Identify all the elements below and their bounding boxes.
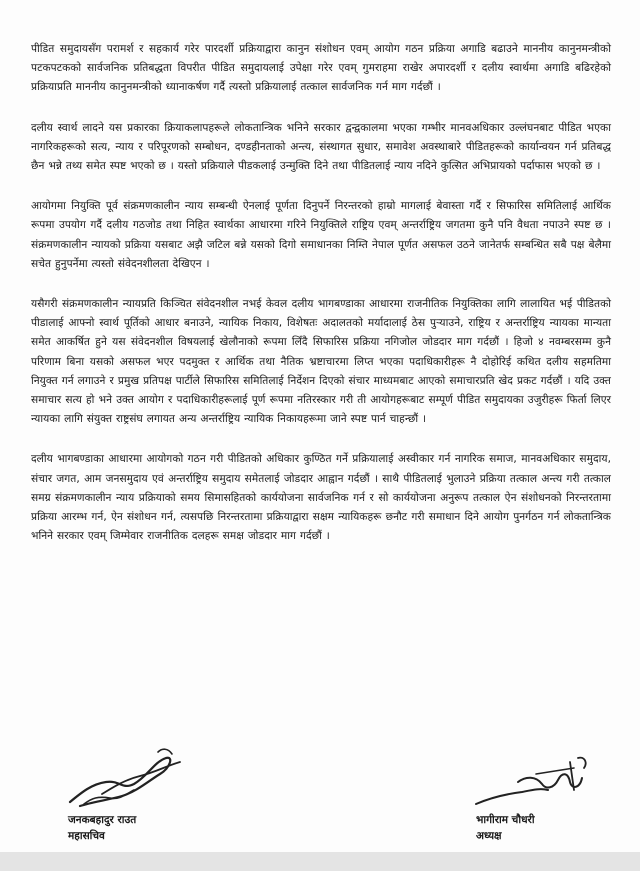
signatory-name-left: जनकबहादुर राउत	[68, 814, 137, 826]
paragraph-3: आयोगमा नियुक्ति पूर्व संक्रमणकालीन न्याय सम्बन्धी ऐनलाई पूर्णता दिनुपर्ने निरन्तरको हाम्रो मागलाई बेवास्ता गर्दै र सिफारिस समितिलाई आर्थिक रूपमा उपयोग गर्दै दलीय गठजोड तथा निहित स्वार्थका आधारमा गरिने नियुक्तिले राष्ट्रिय एवम् अन्तर्राष्ट्रिय जगतमा कुनै पनि वैधता नपाउने स्पष्ट छ । संक्रमणकालीन न्यायको प्रक्रिया यसबाट अझै जटिल बन्ने यसको दिगो समाधानका निम्ति नेपाल पूर्णत असफल उठने जानेतर्फ सम्बन्धित सबै पक्ष बेलैमा सचेत हुनुपर्नेमा त्यस्तो संवेदनशीलता देखिएन ।	[31, 200, 611, 270]
page-bottom-edge	[0, 852, 640, 871]
paragraph-5: दलीय भागबण्डाका आधारमा आयोगको गठन गरी पीडितको अधिकार कुण्ठित गर्ने प्रक्रियालाई अस्वीकार गर्न नागरिक समाज, मानवअधिकार समुदाय, संचार जगत, आम जनसमुदाय एवं अन्तर्राष्ट्रिय समुदाय समेतलाई जोडदार आह्वान गर्दछौं । साथै पीडितलाई भुलाउने प्रक्रिया तत्काल अन्त्य गरी तत्काल समग्र संक्रमणकालीन न्याय प्रक्रियाको समय सिमासहितको कार्ययोजना सार्वजनिक गर्न र सो कार्ययोजना अनुरूप तत्काल ऐन संशोधनको निरन्तरतामा प्रक्रिया आरम्भ गर्न, ऐन संशोधन गर्न, त्यसपछि निरन्तरतामा प्रक्रियाद्वारा सक्षम न्यायिकहरू छनौट गरी समाधान दिने आयोग पुनर्गठन गर्न लोकतान्त्रिक भनिने सरकार एवम् जिम्मेवार राजनीतिक दलहरू समक्ष जोडदार माग गर्दछौं ।	[31, 453, 611, 543]
signatory-name-right: भागीराम चौधरी	[476, 814, 535, 826]
paragraph-4: यसैगरी संक्रमणकालीन न्यायप्रति किञ्चित संवेदनशील नभई केवल दलीय भागबण्डाका आधारमा राजनीतिक नियुक्तिका लागि लालायित भई पीडितको पीडालाई आफ्नो स्वार्थ पूर्तिको आधार बनाउने, न्यायिक निकाय, विशेषतः अदालतको मर्यादालाई ठेस पुऱ्याउने, राष्ट्रिय र अन्तर्राष्ट्रिय न्यायका मान्यता समेत आकर्षित हुने यस संवेदनशील विषयलाई खेलौनाको रूपमा लिँदै सिफारिस प्रक्रिया नगिजोल जोडदार माग गर्दछौं । हिजो ४ नवम्बरसम्म कुनै परिणाम बिना यसको असफल भएर पदमुक्त र आर्थिक तथा नैतिक भ्रष्टाचारमा लिप्त भएका पदाधिकारीहरू नै दोहोरिई कथित दलीय सहमतिमा नियुक्त गर्न लगाउने र प्रमुख प्रतिपक्ष पार्टीले सिफारिस समितिलाई निर्देशन दिएको संचार माध्यमबाट आएको समाचारप्रति खेद प्रकट गर्दछौं । यदि उक्त समाचार सत्य हो भने उक्त आयोग र पदाधिकारीहरूलाई पूर्ण रूपमा नतिरस्कार गरी ती आयोगहरूबाट सम्पूर्ण पीडित समुदायका उजुरीहरू फिर्ता लिएर न्यायका लागि संयुक्त राष्ट्रसंघ लगायत अन्य अन्तर्राष्ट्रिय न्यायिक निकायहरूमा जाने स्पष्ट पार्न चाहन्छौं ।	[31, 298, 611, 426]
handwritten-signature-right	[470, 732, 610, 812]
handwritten-signature-left	[62, 732, 192, 812]
paragraph-1: पीडित समुदायसँग परामर्श र सहकार्य गरेर पारदर्शी प्रक्रियाद्वारा कानुन संशोधन एवम् आयोग गठन प्रक्रिया अगाडि बढाउने माननीय कानुनमन्त्रीको पटकपटकको सार्वजनिक प्रतिबद्धता विपरीत पीडित समुदायलाई उपेक्षा गरेर एवम् गुमराहमा राखेर अपारदर्शी र दलीय स्वार्थमा अगाडि बढिरहेको प्रक्रियाप्रति माननीय कानुनमन्त्रीको ध्यानाकर्षण गर्दै त्यस्तो प्रक्रियालाई तत्काल सार्वजनिक गर्न माग गर्दछौं ।	[31, 43, 611, 94]
paragraph-2: दलीय स्वार्थ लादने यस प्रकारका क्रियाकलापहरूले लोकतान्त्रिक भनिने सरकार द्वन्द्वकालमा भएका गम्भीर मानवअधिकार उल्लंघनबाट पीडित भएका नागरिकहरूको सत्य, न्याय र परिपूरणको सम्बोधन, दण्डहीनताको अन्त्य, संस्थागत सुधार, समावेश अवस्थाबारे पीडितहरूको कार्यान्वयन गर्न प्रतिबद्ध छैन भन्ने तथ्य समेत स्पष्ट भएको छ । यस्तो प्रक्रियाले पीडकलाई उन्मुक्ति दिने तथा पीडितलाई न्याय नदिने कुत्सित अभिप्रायको पर्दाफास भएको छ ।	[31, 121, 611, 173]
signatory-title-left: महासचिव	[68, 830, 105, 842]
signature-block-left	[62, 732, 192, 844]
signatory-title-right: अध्यक्ष	[476, 830, 502, 842]
signature-block-right	[470, 732, 610, 844]
document-body	[31, 40, 611, 567]
